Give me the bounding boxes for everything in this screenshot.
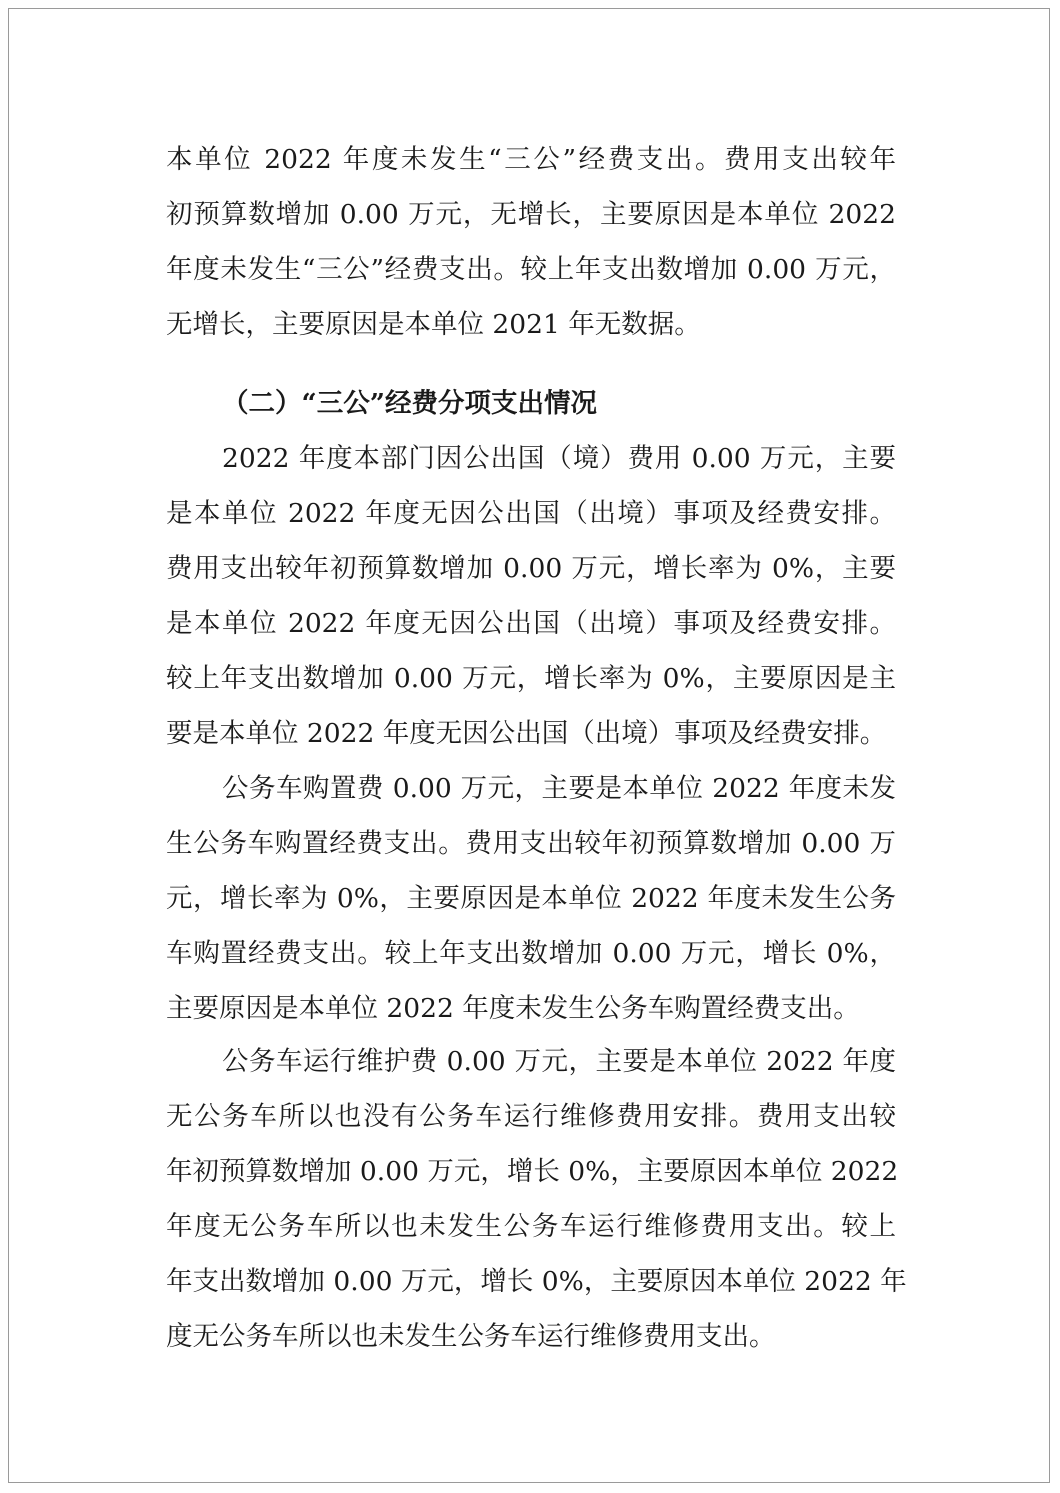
paragraph-3-line-3: 元，增长率为 0%，主要原因是本单位 2022 年度未发生公务 (166, 883, 896, 914)
paragraph-2-line-5: 较上年支出数增加 0.00 万元，增长率为 0%，主要原因是主 (166, 663, 896, 694)
paragraph-3-line-1: 公务车购置费 0.00 万元，主要是本单位 2022 年度未发 (222, 773, 896, 804)
paragraph-4-line-6: 度无公务车所以也未发生公务车运行维修费用支出。 (166, 1321, 776, 1352)
paragraph-3-line-5: 主要原因是本单位 2022 年度未发生公务车购置经费支出。 (166, 993, 860, 1024)
paragraph-2-line-3: 费用支出较年初预算数增加 0.00 万元，增长率为 0%，主要 (166, 553, 896, 584)
paragraph-4-line-1: 公务车运行维护费 0.00 万元，主要是本单位 2022 年度 (222, 1046, 896, 1077)
paragraph-4-line-4: 年度无公务车所以也未发生公务车运行维修费用支出。较上 (166, 1211, 896, 1242)
paragraph-4-line-5: 年支出数增加 0.00 万元，增长 0%，主要原因本单位 2022 年 (166, 1266, 907, 1297)
paragraph-2-line-6: 要是本单位 2022 年度无因公出国（出境）事项及经费安排。 (166, 718, 887, 749)
paragraph-4-line-3: 年初预算数增加 0.00 万元，增长 0%，主要原因本单位 2022 (166, 1156, 899, 1187)
paragraph-1-line-3: 年度未发生“三公”经费支出。较上年支出数增加 0.00 万元， (166, 254, 896, 285)
paragraph-2-line-2: 是本单位 2022 年度无因公出国（出境）事项及经费安排。 (166, 498, 896, 529)
paragraph-4-line-2: 无公务车所以也没有公务车运行维修费用安排。费用支出较 (166, 1101, 896, 1132)
paragraph-3-line-4: 车购置经费支出。较上年支出数增加 0.00 万元，增长 0%， (166, 938, 896, 969)
paragraph-1-line-4: 无增长，主要原因是本单位 2021 年无数据。 (166, 309, 701, 340)
paragraph-2-line-1: 2022 年度本部门因公出国（境）费用 0.00 万元，主要 (222, 443, 896, 474)
section-heading: （二）“三公”经费分项支出情况 (222, 388, 597, 419)
paragraph-1-line-2: 初预算数增加 0.00 万元，无增长，主要原因是本单位 2022 (166, 199, 896, 230)
paragraph-1-line-1: 本单位 2022 年度未发生“三公”经费支出。费用支出较年 (166, 144, 896, 175)
paragraph-3-line-2: 生公务车购置经费支出。费用支出较年初预算数增加 0.00 万 (166, 828, 896, 859)
paragraph-2-line-4: 是本单位 2022 年度无因公出国（出境）事项及经费安排。 (166, 608, 896, 639)
